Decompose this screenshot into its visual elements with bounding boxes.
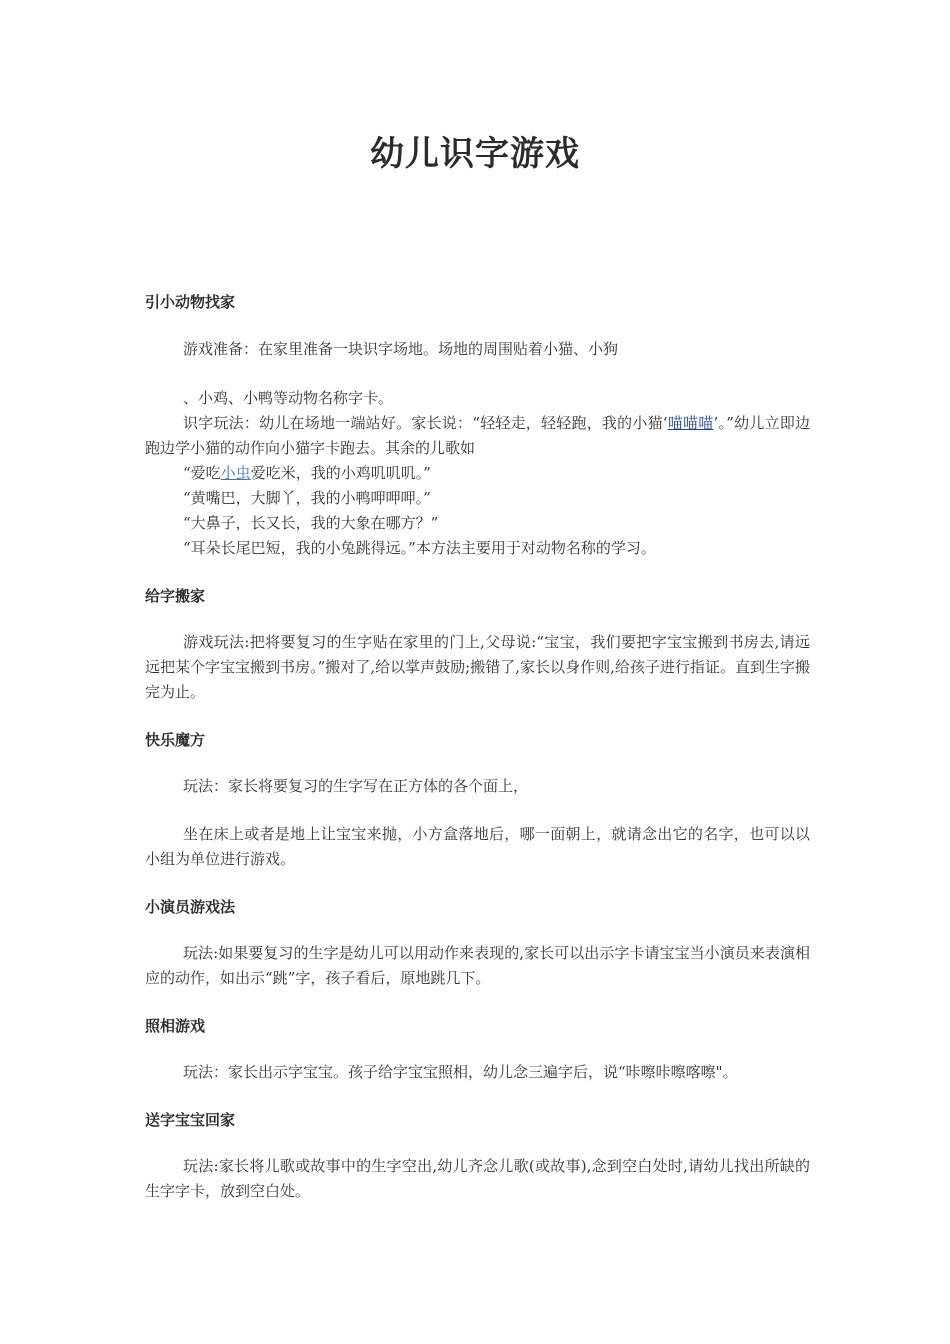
paragraph: 玩法：家长将要复习的生字写在正方体的各个面上， [183, 777, 529, 795]
text-span: “爱吃 [183, 464, 221, 482]
paragraph [145, 411, 810, 461]
rhyme-line [145, 461, 810, 486]
paragraph: 玩法:如果要复习的生字是幼儿可以用动作来表现的,家长可以出示字卡请宝宝当小演员来表演相应的动作，如出示“跳”字，孩子看后，原地跳几下。 [145, 944, 810, 987]
paragraph: 、小鸡、小鸭等动物名称字卡。 [183, 389, 394, 407]
document-body [145, 288, 810, 1204]
section-heading-little-actor: 小演员游戏法 [145, 898, 236, 916]
paragraph: 游戏准备：在家里准备一块识字场地。场地的周围贴着小猫、小狗 [183, 340, 619, 358]
bug-link[interactable]: 小虫 [220, 464, 251, 482]
paragraph: 玩法:家长将儿歌或故事中的生字空出,幼儿齐念儿歌(或故事),念到空白处时,请幼儿找出所缺的生字字卡，放到空白处。 [145, 1157, 810, 1200]
rhyme-line: “大鼻子，长又长，我的大象在哪方？” [183, 514, 439, 532]
section-heading-move-words: 给字搬家 [145, 587, 206, 605]
text-span: 爱吃米，我的小鸡叽叽叽。” [250, 464, 431, 482]
section-heading-photo-game: 照相游戏 [145, 1017, 206, 1035]
meow-link[interactable]: 喵喵喵 [667, 414, 714, 432]
text-span: 识字玩法：幼儿在场地一端站好。家长说：“轻轻走，轻轻跑，我的小猫‘ [183, 414, 668, 432]
document-title: 幼儿识字游戏 [370, 134, 580, 174]
rhyme-line: “耳朵长尾巴短，我的小兔跳得远。”本方法主要用于对动物名称的学习。 [183, 539, 656, 557]
section-heading-animal-home: 引小动物找家 [145, 293, 236, 311]
text-span: ’。”幼儿立即边跑边学小猫的动作向小猫字卡跑去。其余的儿歌如 [145, 414, 810, 457]
paragraph: 坐在床上或者是地上让宝宝来抛，小方盒落地后，哪一面朝上，就请念出它的名字，也可以以小组为单位进行游戏。 [145, 825, 810, 868]
paragraph: 玩法：家长出示字宝宝。孩子给字宝宝照相，幼儿念三遍字后，说“咔嚓咔嚓喀嚓"。 [183, 1063, 738, 1081]
section-heading-magic-cube: 快乐魔方 [145, 731, 206, 749]
rhyme-line: “黄嘴巴，大脚丫，我的小鸭呷呷呷。” [183, 489, 431, 507]
paragraph: 游戏玩法:把将要复习的生字贴在家里的门上,父母说:“宝宝，我们要把字宝宝搬到书房去,请远远把某个字宝宝搬到书房。”搬对了,给以掌声鼓励;搬错了,家长以身作则,给孩子进行指证。直到生字搬完为止。 [145, 633, 810, 701]
section-heading-send-word-home: 送字宝宝回家 [145, 1111, 236, 1129]
